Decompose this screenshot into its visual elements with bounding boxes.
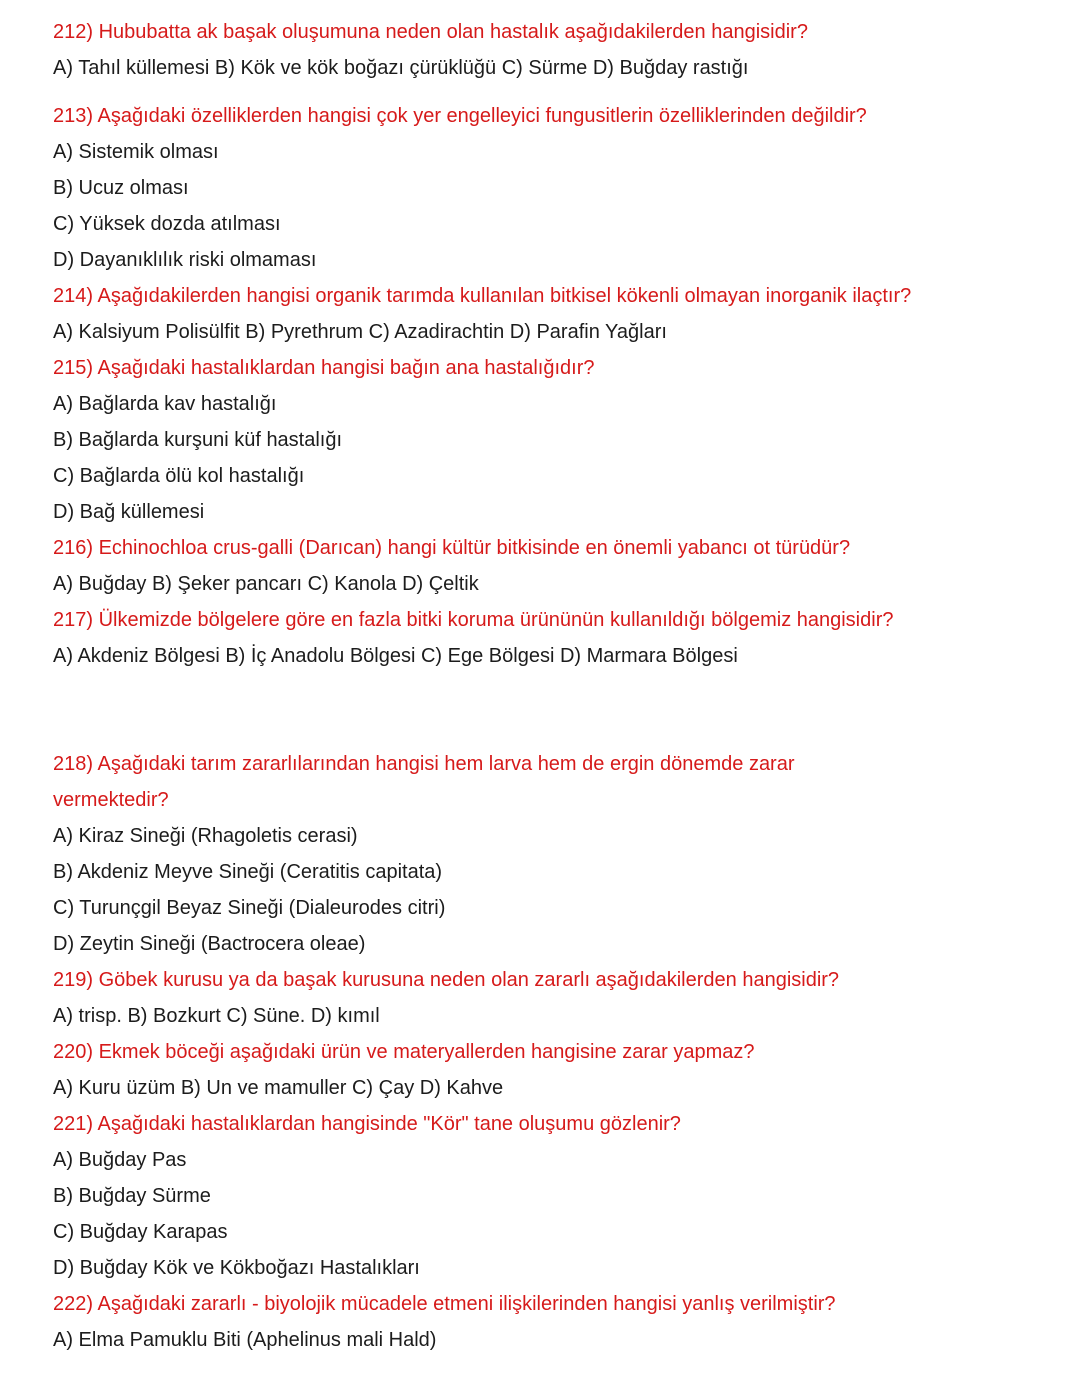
answer-option: C) Buğday Karapas: [53, 1221, 228, 1243]
answer-option: A) Elma Pamuklu Biti (Aphelinus mali Hald): [53, 1329, 437, 1351]
answer-line: A) Tahıl küllemesi B) Kök ve kök boğazı çürüklüğü C) Sürme D) Buğday rastığı: [53, 57, 749, 79]
answer-option: C) Turunçgil Beyaz Sineği (Dialeurodes citri): [53, 897, 446, 919]
answer-option: D) Buğday Kök ve Kökboğazı Hastalıkları: [53, 1257, 420, 1279]
question-222: 222) Aşağıdaki zararlı - biyolojik mücadele etmeni ilişkilerinden hangisi yanlış verilmiştir?: [53, 1293, 836, 1315]
answer-line: A) Kalsiyum Polisülfit B) Pyrethrum C) Azadirachtin D) Parafin Yağları: [53, 321, 667, 343]
answer-option: D) Dayanıklılık riski olmaması: [53, 249, 317, 271]
question-217: 217) Ülkemizde bölgelere göre en fazla bitki koruma ürününün kullanıldığı bölgemiz hangisidir?: [53, 609, 894, 631]
answer-line: A) Buğday B) Şeker pancarı C) Kanola D) Çeltik: [53, 573, 479, 595]
answer-line: A) trisp. B) Bozkurt C) Süne. D) kımıl: [53, 1005, 380, 1027]
question-220: 220) Ekmek böceği aşağıdaki ürün ve materyallerden hangisine zarar yapmaz?: [53, 1041, 755, 1063]
answer-line: A) Kuru üzüm B) Un ve mamuller C) Çay D) Kahve: [53, 1077, 504, 1099]
answer-option: B) Bağlarda kurşuni küf hastalığı: [53, 429, 343, 451]
answer-option: A) Sistemik olması: [53, 141, 219, 163]
answer-option: D) Bağ küllemesi: [53, 501, 205, 523]
answer-option: A) Kiraz Sineği (Rhagoletis cerasi): [53, 825, 358, 847]
question-218-continued: vermektedir?: [53, 789, 169, 811]
question-214: 214) Aşağıdakilerden hangisi organik tarımda kullanılan bitkisel kökenli olmayan inorganik ilaçtır?: [53, 285, 912, 307]
answer-option: B) Ucuz olması: [53, 177, 189, 199]
answer-option: C) Yüksek dozda atılması: [53, 213, 281, 235]
question-219: 219) Göbek kurusu ya da başak kurusuna neden olan zararlı aşağıdakilerden hangisidir?: [53, 969, 840, 991]
answer-option: B) Buğday Sürme: [53, 1185, 211, 1207]
answer-option: B) Akdeniz Meyve Sineği (Ceratitis capitata): [53, 861, 443, 883]
answer-line: A) Akdeniz Bölgesi B) İç Anadolu Bölgesi C) Ege Bölgesi D) Marmara Bölgesi: [53, 645, 738, 667]
question-216: 216) Echinochloa crus-galli (Darıcan) hangi kültür bitkisinde en önemli yabancı ot türüdür?: [53, 537, 851, 559]
question-213: 213) Aşağıdaki özelliklerden hangisi çok yer engelleyici fungusitlerin özelliklerinden değildir?: [53, 105, 867, 127]
question-221: 221) Aşağıdaki hastalıklardan hangisinde "Kör" tane oluşumu gözlenir?: [53, 1113, 681, 1135]
answer-option: C) Bağlarda ölü kol hastalığı: [53, 465, 305, 487]
question-212: 212) Hububatta ak başak oluşumuna neden olan hastalık aşağıdakilerden hangisidir?: [53, 21, 808, 43]
answer-option: D) Zeytin Sineği (Bactrocera oleae): [53, 933, 366, 955]
question-218: 218) Aşağıdaki tarım zararlılarından hangisi hem larva hem de ergin dönemde zarar: [53, 753, 795, 775]
document-page: [53, 14, 1060, 1358]
answer-option: A) Buğday Pas: [53, 1149, 187, 1171]
answer-option: A) Bağlarda kav hastalığı: [53, 393, 277, 415]
question-215: 215) Aşağıdaki hastalıklardan hangisi bağın ana hastalığıdır?: [53, 357, 595, 379]
